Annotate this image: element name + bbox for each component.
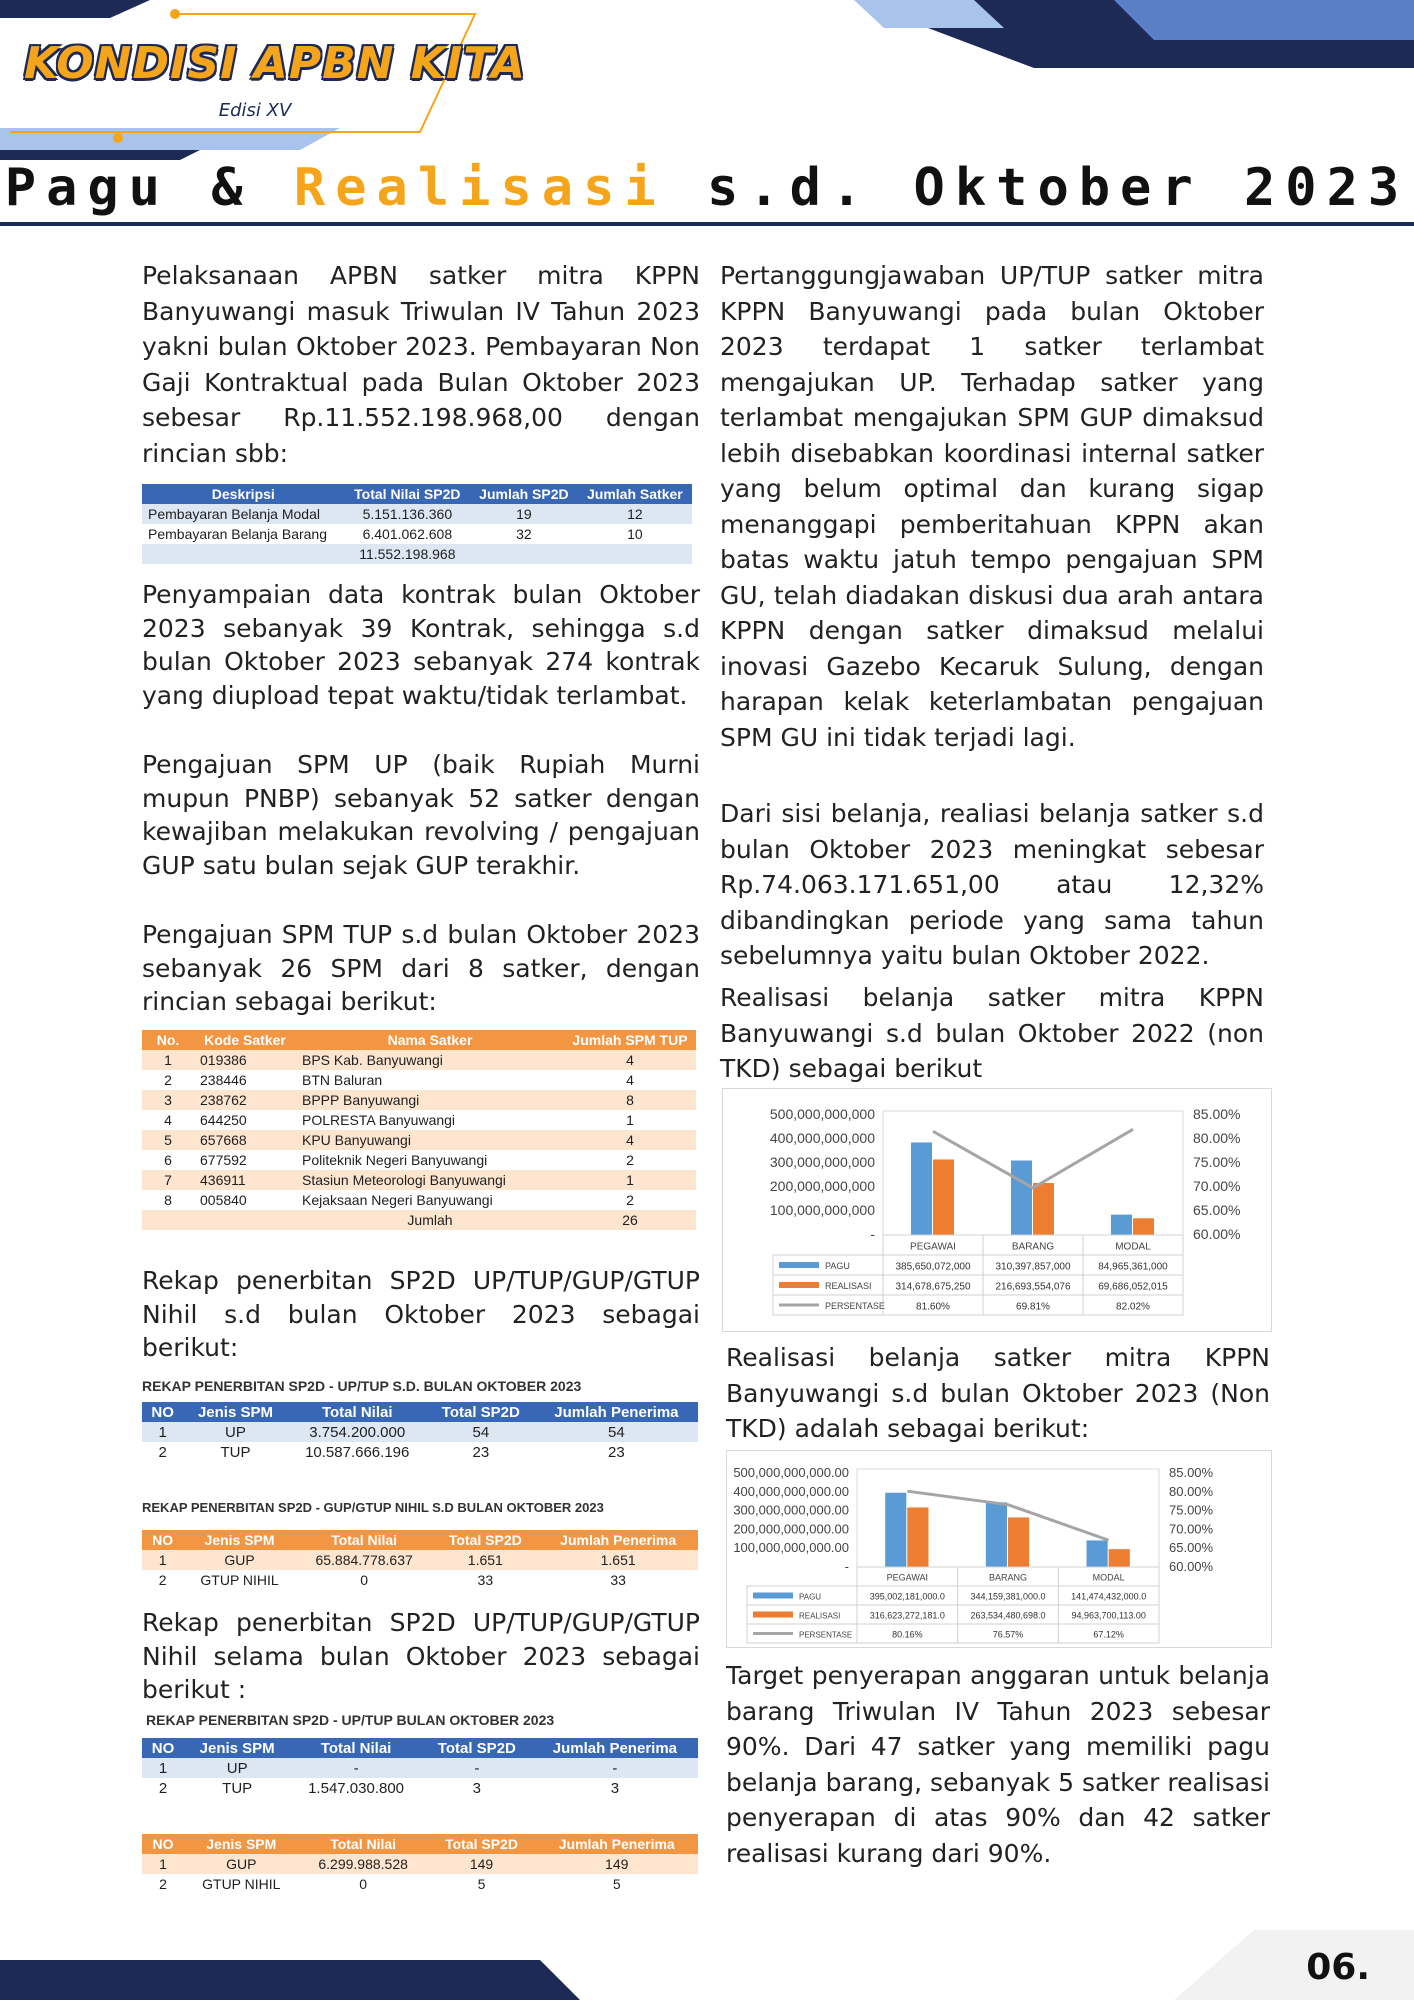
- col-header: Total Nilai: [296, 1530, 432, 1550]
- table-cell: 1.651: [538, 1550, 698, 1570]
- table-cell: Politeknik Negeri Banyuwangi: [296, 1150, 564, 1170]
- left-paragraph-2: Penyampaian data kontrak bulan Oktober 2023 sebanyak 39 Kontrak, sehingga s.d bulan Oktober 2023 sebanyak 274 kontrak yang diupload tepat waktu/tidak terlambat.: [142, 580, 700, 710]
- data-label: 82.02%: [1116, 1301, 1150, 1313]
- table-cell: 149: [535, 1854, 698, 1874]
- data-label: 316,623,272,181.0: [869, 1610, 945, 1621]
- table-cell: 23: [535, 1442, 698, 1462]
- table-row: [142, 1758, 698, 1778]
- col-header: Jumlah Penerima: [535, 1834, 698, 1854]
- y-tick-label: -: [870, 1226, 875, 1242]
- table-cell: GTUP NIHIL: [183, 1570, 296, 1590]
- table-cell: 10.587.666.196: [288, 1442, 427, 1462]
- col-header: Jumlah Penerima: [538, 1530, 698, 1550]
- table-cell: 6.299.988.528: [299, 1854, 428, 1874]
- table-total: 11.552.198.968: [345, 544, 471, 564]
- table-row: [142, 1570, 698, 1590]
- table-cell: 3.754.200.000: [288, 1422, 427, 1442]
- data-label: 69,686,052,015: [1098, 1281, 1168, 1293]
- table-cell: 19: [470, 504, 578, 524]
- table-row: [142, 524, 692, 544]
- x-category-label: PEGAWAI: [886, 1572, 929, 1583]
- bar-realisasi: [933, 1159, 954, 1235]
- table-cell: 4: [564, 1130, 696, 1150]
- y2-tick-label: 60.00%: [1169, 1559, 1214, 1574]
- table-row: [142, 1442, 698, 1462]
- y2-tick-label: 65.00%: [1193, 1202, 1241, 1218]
- data-label: 84,965,361,000: [1098, 1261, 1168, 1273]
- table-cell: 3: [532, 1778, 698, 1798]
- rekap1-caption-gup: REKAP PENERBITAN SP2D - GUP/GTUP NIHIL S.D BULAN OKTOBER 2023: [142, 1500, 604, 1515]
- table-row: [142, 1422, 698, 1442]
- table-cell: 6.401.062.608: [345, 524, 471, 544]
- table-cell: TUP: [184, 1778, 290, 1798]
- chart-realisasi-2022: [722, 1088, 1272, 1332]
- col-header: Jumlah Satker: [578, 484, 692, 504]
- table-cell: UP: [183, 1422, 287, 1442]
- table-total-row: [142, 544, 692, 564]
- table-row: [142, 1170, 696, 1190]
- table-cell: 0: [296, 1570, 432, 1590]
- y-tick-label: -: [844, 1559, 849, 1574]
- table-cell: 33: [538, 1570, 698, 1590]
- bar-pagu: [1111, 1215, 1132, 1235]
- right-paragraph-4: Realisasi belanja satker mitra KPPN Banyuwangi s.d bulan Oktober 2023 (Non TKD) adalah sebagai berikut:: [726, 1343, 1270, 1443]
- table-cell: 10: [578, 524, 692, 544]
- table-cell: -: [290, 1758, 422, 1778]
- table-total: 26: [564, 1210, 696, 1230]
- table-row: [142, 1854, 698, 1874]
- table-cell: 7: [142, 1170, 194, 1190]
- table-cell: 644250: [194, 1110, 296, 1130]
- table-cell: 5: [535, 1874, 698, 1894]
- y-tick-label: 300,000,000,000.00: [733, 1502, 849, 1518]
- table-cell: 5.151.136.360: [345, 504, 471, 524]
- table-cell: 2: [142, 1778, 184, 1798]
- brand-title: KONDISI APBN KITA: [24, 38, 526, 89]
- data-label: 263,534,480,698.0: [970, 1610, 1046, 1621]
- table-row: [142, 1070, 696, 1090]
- y-tick-label: 200,000,000,000.00: [733, 1521, 849, 1537]
- table-cell: 019386: [194, 1050, 296, 1070]
- col-header: Total SP2D: [427, 1402, 535, 1422]
- table-cell: GUP: [183, 1550, 296, 1570]
- table-total-label: Jumlah: [296, 1210, 564, 1230]
- data-label: 395,002,181,000.0: [869, 1591, 945, 1602]
- table-cell: UP: [184, 1758, 290, 1778]
- table-cell: 32: [470, 524, 578, 544]
- rekap2-caption-up: REKAP PENERBITAN SP2D - UP/TUP BULAN OKTOBER 2023: [146, 1712, 555, 1728]
- table-cell: 4: [564, 1050, 696, 1070]
- table-cell: 0: [299, 1874, 428, 1894]
- table-cell: 1: [142, 1422, 183, 1442]
- table-cell: 8: [564, 1090, 696, 1110]
- table-cell: 2: [142, 1874, 184, 1894]
- page-title: [0, 158, 1414, 218]
- legend-label: PAGU: [825, 1261, 850, 1271]
- data-label: 216,693,554,076: [995, 1281, 1071, 1293]
- title-part1: Pagu &: [4, 158, 294, 218]
- table-cell: 1: [564, 1170, 696, 1190]
- right-paragraph-2: Dari sisi belanja, realiasi belanja satker s.d bulan Oktober 2023 meningkat sebesar Rp.74.063.171.651,00 atau 12,32% dibandingkan periode yang sama tahun sebelumnya yaitu bulan Oktober 2022.: [720, 799, 1264, 970]
- table-cell: 1: [142, 1758, 184, 1778]
- data-label: 67.12%: [1093, 1629, 1124, 1640]
- table-cell: 2: [142, 1442, 183, 1462]
- brand-subtitle-text: Buletin IsunWangi: [28, 100, 213, 121]
- table-cell: 12: [578, 504, 692, 524]
- y-tick-label: 100,000,000,000.00: [733, 1540, 849, 1556]
- table-row: [142, 1874, 698, 1894]
- page-number: 06.: [1306, 1947, 1370, 1988]
- y-tick-label: 300,000,000,000: [769, 1154, 875, 1170]
- table-cell: 23: [427, 1442, 535, 1462]
- col-header: Nama Satker: [296, 1030, 564, 1050]
- table-cell: 149: [428, 1854, 536, 1874]
- table-row: [142, 1050, 696, 1070]
- table-cell: BPPP Banyuwangi: [296, 1090, 564, 1110]
- x-category-label: BARANG: [1011, 1241, 1055, 1253]
- edition-label: Edisi XV: [218, 100, 292, 121]
- left-paragraph-3: Pengajuan SPM UP (baik Rupiah Murni mupun PNBP) sebanyak 52 satker dengan kewajiban melakukan revolving / pengajuan GUP satu bulan sejak GUP terakhir.: [142, 750, 700, 880]
- bar-realisasi: [1008, 1517, 1029, 1567]
- x-category-label: BARANG: [988, 1572, 1028, 1583]
- table-rekap2-up: [142, 1738, 698, 1798]
- table-cell: 2: [142, 1070, 194, 1090]
- y-tick-label: 400,000,000,000.00: [733, 1483, 849, 1499]
- table-cell: Pembayaran Belanja Modal: [142, 504, 345, 524]
- col-header: Jenis SPM: [183, 1530, 296, 1550]
- data-label: 80.16%: [892, 1629, 923, 1640]
- table-cell: 1: [142, 1854, 184, 1874]
- y2-tick-label: 85.00%: [1193, 1106, 1241, 1122]
- table-cell: Stasiun Meteorologi Banyuwangi: [296, 1170, 564, 1190]
- col-header: Jumlah SP2D: [470, 484, 578, 504]
- y2-tick-label: 60.00%: [1193, 1226, 1241, 1242]
- col-header: No.: [142, 1030, 194, 1050]
- table-cell: KPU Banyuwangi: [296, 1130, 564, 1150]
- col-header: Total SP2D: [422, 1738, 532, 1758]
- table-tup: [142, 1030, 696, 1230]
- y2-tick-label: 75.00%: [1169, 1502, 1214, 1518]
- table-cell: 238446: [194, 1070, 296, 1090]
- table-cell: 1.651: [432, 1550, 538, 1570]
- data-label: 69.81%: [1016, 1301, 1050, 1313]
- y-tick-label: 400,000,000,000: [769, 1130, 875, 1146]
- bar-realisasi: [1033, 1183, 1054, 1235]
- x-category-label: MODAL: [1115, 1241, 1151, 1253]
- table-cell: 8: [142, 1190, 194, 1210]
- table-row: [142, 1150, 696, 1170]
- table-cell: POLRESTA Banyuwangi: [296, 1110, 564, 1130]
- legend-label: PERSENTASE: [799, 1630, 853, 1640]
- col-header: Jumlah SPM TUP: [564, 1030, 696, 1050]
- legend-key-pagu: [779, 1262, 819, 1268]
- table-cell: 1.547.030.800: [290, 1778, 422, 1798]
- rekap1-caption-up: REKAP PENERBITAN SP2D - UP/TUP S.D. BULAN OKTOBER 2023: [142, 1378, 582, 1394]
- table-cell: GTUP NIHIL: [184, 1874, 299, 1894]
- table-cell: 436911: [194, 1170, 296, 1190]
- table-cell: 6: [142, 1150, 194, 1170]
- table-rekap1-gup: [142, 1530, 698, 1590]
- col-header: Jumlah Penerima: [532, 1738, 698, 1758]
- table-cell: -: [422, 1758, 532, 1778]
- table-cell: 5: [428, 1874, 536, 1894]
- bar-pagu: [911, 1142, 932, 1235]
- data-label: 81.60%: [916, 1301, 950, 1313]
- table-cell: 3: [422, 1778, 532, 1798]
- data-label: 141,474,432,000.0: [1071, 1591, 1147, 1602]
- col-header: NO: [142, 1834, 184, 1854]
- title-part2: s.d. Oktober 2023: [665, 158, 1410, 218]
- x-category-label: MODAL: [1092, 1572, 1125, 1583]
- y2-tick-label: 75.00%: [1193, 1154, 1241, 1170]
- table-cell: 4: [142, 1110, 194, 1130]
- col-header: Jenis SPM: [184, 1834, 299, 1854]
- table-total-row: [142, 1210, 696, 1230]
- y-tick-label: 500,000,000,000: [769, 1106, 875, 1122]
- y2-tick-label: 85.00%: [1169, 1465, 1214, 1480]
- table-cell: -: [532, 1758, 698, 1778]
- table-cell: 33: [432, 1570, 538, 1590]
- table-cell: TUP: [183, 1442, 287, 1462]
- legend-key-realisasi: [753, 1612, 793, 1618]
- col-header: Total Nilai: [288, 1402, 427, 1422]
- y-tick-label: 500,000,000,000.00: [733, 1465, 849, 1480]
- title-highlight: Realisasi: [293, 158, 666, 218]
- y2-tick-label: 80.00%: [1169, 1483, 1214, 1499]
- legend-label: PAGU: [799, 1592, 822, 1602]
- bar-pagu: [1087, 1540, 1108, 1567]
- col-header: NO: [142, 1738, 184, 1758]
- y2-tick-label: 80.00%: [1193, 1130, 1241, 1146]
- table-rekap2-gup: [142, 1834, 698, 1894]
- data-label: 385,650,072,000: [895, 1261, 971, 1273]
- y2-tick-label: 70.00%: [1193, 1178, 1241, 1194]
- table-row: [142, 504, 692, 524]
- table-cell: 238762: [194, 1090, 296, 1110]
- right-paragraph-3: Realisasi belanja satker mitra KPPN Banyuwangi s.d bulan Oktober 2022 (non TKD) sebagai berikut: [720, 983, 1264, 1083]
- table-cell: 1: [142, 1050, 194, 1070]
- y-tick-label: 200,000,000,000: [769, 1178, 875, 1194]
- table-row: [142, 1090, 696, 1110]
- right-paragraph-5: Target penyerapan anggaran untuk belanja barang Triwulan IV Tahun 2023 sebesar 90%. Dari 47 satker yang memiliki pagu belanja barang, sebanyak 5 satker realisasi penyerapan di atas 90% dan 42 satker realisasi kurang dari 90%.: [726, 1661, 1270, 1868]
- title-rule: [0, 222, 1414, 226]
- table-cell: 54: [535, 1422, 698, 1442]
- table-cell: 4: [564, 1070, 696, 1090]
- table-cell: 2: [564, 1150, 696, 1170]
- bar-realisasi: [907, 1507, 928, 1567]
- legend-label: REALISASI: [799, 1611, 841, 1621]
- header-decoration-right: [854, 0, 1414, 80]
- y2-tick-label: 70.00%: [1169, 1521, 1214, 1537]
- col-header: Jenis SPM: [183, 1402, 287, 1422]
- legend-key-realisasi: [779, 1282, 819, 1288]
- table-row: [142, 1190, 696, 1210]
- table-cell: Kejaksaan Negeri Banyuwangi: [296, 1190, 564, 1210]
- legend-label: PERSENTASE: [825, 1301, 885, 1311]
- table-cell: 5: [142, 1130, 194, 1150]
- data-label: 310,397,857,000: [995, 1261, 1071, 1273]
- x-category-label: PEGAWAI: [910, 1241, 956, 1253]
- table-cell: 65.884.778.637: [296, 1550, 432, 1570]
- footer-decoration-left: [0, 1950, 580, 2000]
- col-header: Total Nilai: [290, 1738, 422, 1758]
- col-header: Jenis SPM: [184, 1738, 290, 1758]
- table-cell: 005840: [194, 1190, 296, 1210]
- table-rekap1-up: [142, 1402, 698, 1462]
- col-header: Total SP2D: [428, 1834, 536, 1854]
- y-tick-label: 100,000,000,000: [769, 1202, 875, 1218]
- col-header: Kode Satker: [194, 1030, 296, 1050]
- table-cell: 1: [142, 1550, 183, 1570]
- table-cell: BTN Baluran: [296, 1070, 564, 1090]
- col-header: Total SP2D: [432, 1530, 538, 1550]
- table-row: [142, 1778, 698, 1798]
- table-row: [142, 1110, 696, 1130]
- col-header: NO: [142, 1530, 183, 1550]
- bar-pagu: [885, 1493, 906, 1567]
- y2-tick-label: 65.00%: [1169, 1540, 1214, 1556]
- table-cell: 2: [564, 1190, 696, 1210]
- bar-realisasi: [1109, 1549, 1130, 1567]
- col-header: Jumlah Penerima: [535, 1402, 698, 1422]
- line-persentase: [933, 1129, 1133, 1188]
- col-header: Total Nilai SP2D: [345, 484, 471, 504]
- legend-key-pagu: [753, 1593, 793, 1599]
- col-header: Deskripsi: [142, 484, 345, 504]
- col-header: Total Nilai: [299, 1834, 428, 1854]
- chart-realisasi-2023: [726, 1450, 1272, 1648]
- left-paragraph-6: Rekap penerbitan SP2D UP/TUP/GUP/GTUP Nihil selama bulan Oktober 2023 sebagai berikut :: [142, 1608, 700, 1704]
- table-cell: 54: [427, 1422, 535, 1442]
- table-cell: 2: [142, 1570, 183, 1590]
- table-cell: GUP: [184, 1854, 299, 1874]
- table-cell: 657668: [194, 1130, 296, 1150]
- bar-pagu: [986, 1502, 1007, 1567]
- bar-realisasi: [1133, 1218, 1154, 1235]
- legend-label: REALISASI: [825, 1281, 872, 1291]
- table-kontrak: [142, 484, 692, 564]
- brand-subtitle: [28, 100, 291, 121]
- table-cell: 677592: [194, 1150, 296, 1170]
- table-cell: BPS Kab. Banyuwangi: [296, 1050, 564, 1070]
- bar-pagu: [1011, 1161, 1032, 1235]
- table-cell: Pembayaran Belanja Barang: [142, 524, 345, 544]
- left-paragraph-1: Pelaksanaan APBN satker mitra KPPN Banyuwangi masuk Triwulan IV Tahun 2023 yakni bulan Oktober 2023. Pembayaran Non Gaji Kontraktual pada Bulan Oktober 2023 sebesar Rp.11.552.198.968,00 dengan rincian sbb:: [142, 261, 700, 468]
- table-cell: 3: [142, 1090, 194, 1110]
- table-cell: 1: [564, 1110, 696, 1130]
- col-header: NO: [142, 1402, 183, 1422]
- data-label: 94,963,700,113.00: [1071, 1610, 1146, 1621]
- right-paragraph-1: Pertanggungjawaban UP/TUP satker mitra KPPN Banyuwangi pada bulan Oktober 2023 terdapat 1 satker terlambat mengajukan UP. Terhadap satker yang terlambat mengajukan SPM GUP dimaksud lebih disebabkan koordinasi internal satker yang belum optimal dan kurang sigap menanggapi pemberitahuan KPPN akan batas waktu jatuh tempo pengajuan SPM GU, telah diadakan diskusi dua arah antara KPPN dengan satker dimaksud melalui inovasi Gazebo Kecaruk Sulung, dengan harapan kelak keterlambatan pengajuan SPM GU ini tidak terjadi lagi.: [720, 261, 1264, 752]
- data-label: 314,678,675,250: [895, 1281, 971, 1293]
- data-label: 76.57%: [992, 1629, 1024, 1640]
- left-paragraph-5: Rekap penerbitan SP2D UP/TUP/GUP/GTUP Nihil s.d bulan Oktober 2023 sebagai berikut:: [142, 1266, 700, 1362]
- left-paragraph-4: Pengajuan SPM TUP s.d bulan Oktober 2023 sebanyak 26 SPM dari 8 satker, dengan rincian sebagai berikut:: [142, 920, 700, 1016]
- table-row: [142, 1550, 698, 1570]
- data-label: 344,159,381,000.0: [970, 1591, 1046, 1602]
- table-row: [142, 1130, 696, 1150]
